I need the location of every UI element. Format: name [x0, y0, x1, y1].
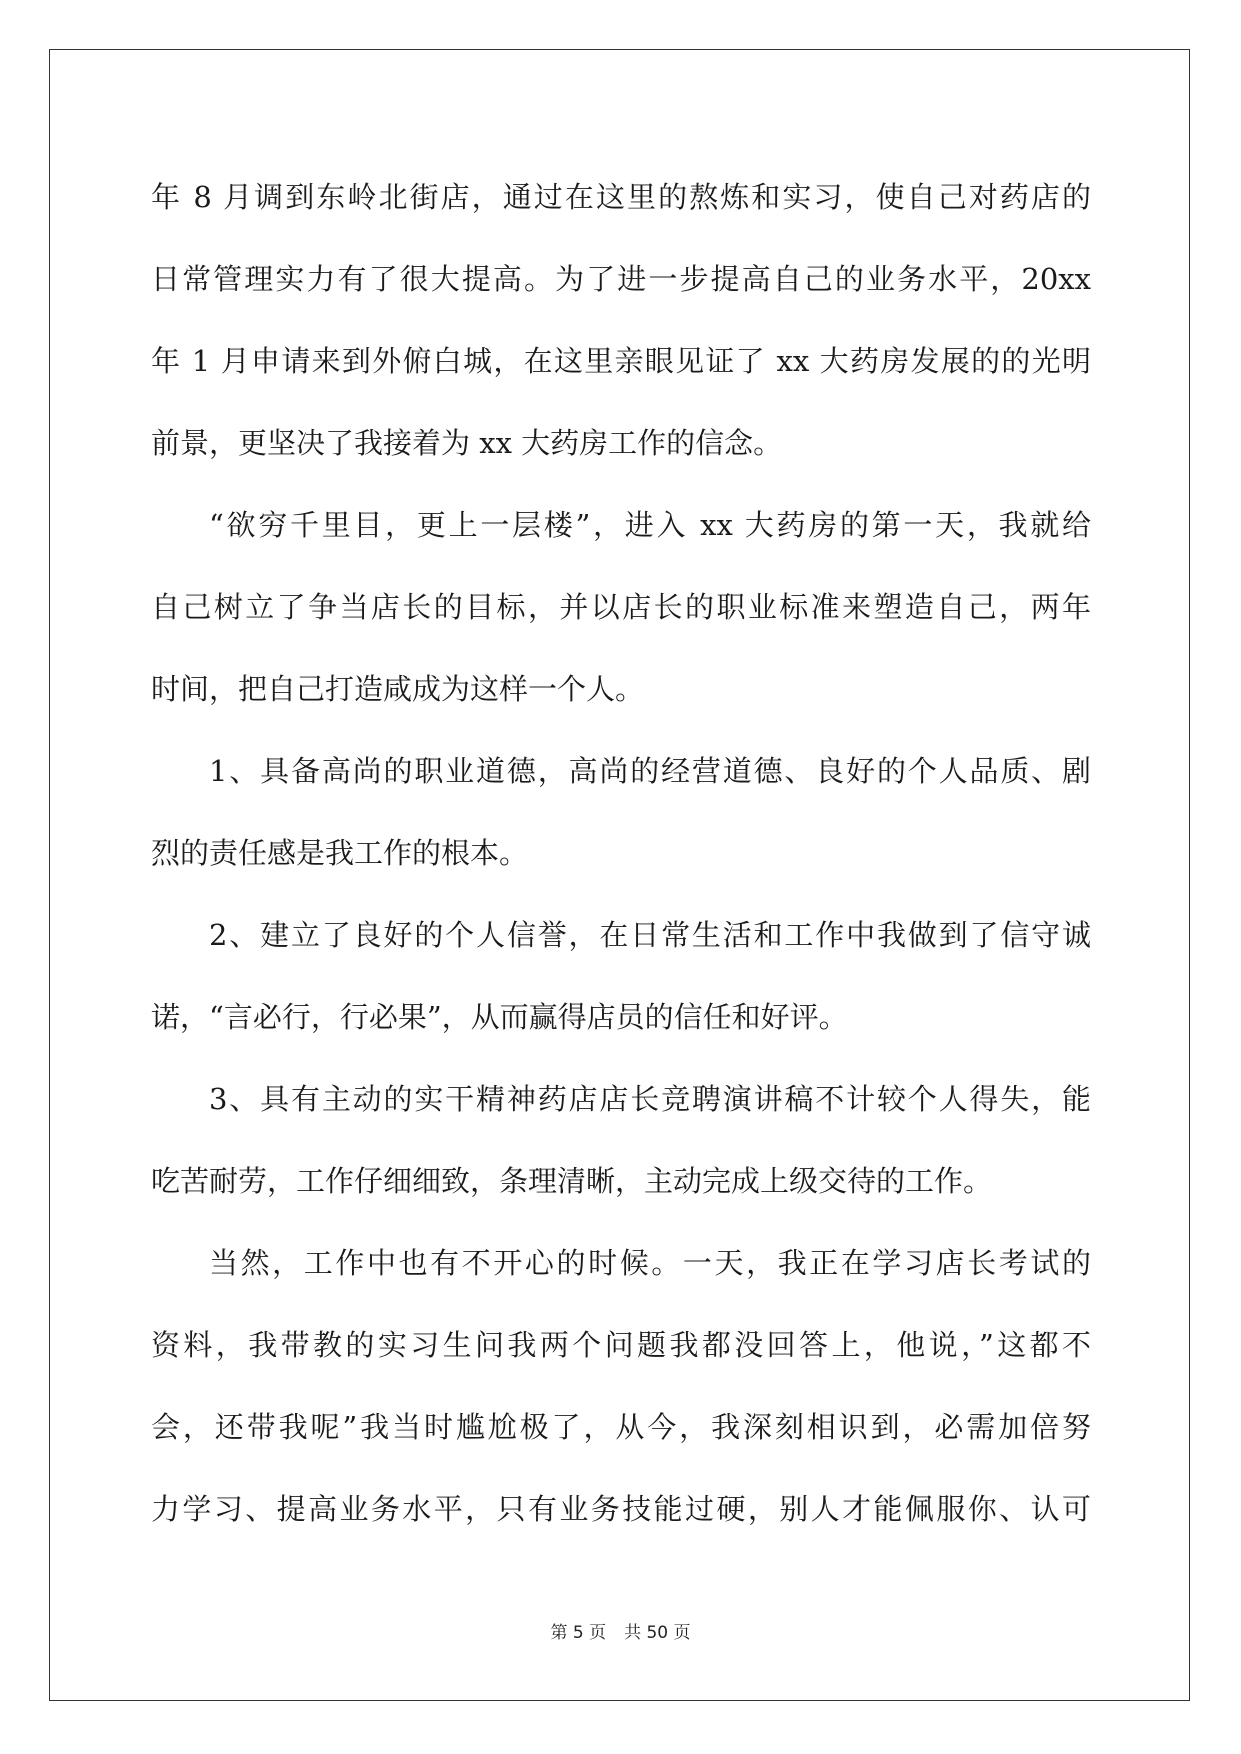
text-line: 资料，我带教的实习生问我两个问题我都没回答上，他说，”这都不 [151, 1328, 1091, 1362]
list-item-1-first-line: 1、具备高尚的职业道德，高尚的经营道德、良好的个人品质、剧 [209, 754, 1091, 788]
paragraph-first-line: “欲穷千里目，更上一层楼”，进入 xx 大药房的第一天，我就给 [209, 508, 1091, 542]
text-line: 日常管理实力有了很大提高。为了进一步提高自己的业务水平，20xx [151, 262, 1091, 296]
text-line: 自己树立了争当店长的目标，并以店长的职业标准来塑造自己，两年 [151, 590, 1091, 624]
page-total: 共 50 页 [624, 1623, 691, 1643]
text-line: 年 8 月调到东岭北街店，通过在这里的熬炼和实习，使自己对药店的 [151, 180, 1091, 214]
paragraph-first-line: 当然，工作中也有不开心的时候。一天，我正在学习店长考试的 [209, 1246, 1091, 1280]
list-item-2-first-line: 2、建立了良好的个人信誉，在日常生活和工作中我做到了信守诚 [209, 918, 1091, 952]
document-body [151, 156, 1091, 1550]
text-line: 年 1 月申请来到外俯白城，在这里亲眼见证了 xx 大药房发展的的光明 [151, 344, 1091, 378]
text-line: 前景，更坚决了我接着为 xx 大药房工作的信念。 [151, 426, 783, 460]
list-item-3-first-line: 3、具有主动的实干精神药店店长竞聘演讲稿不计较个人得失，能 [209, 1082, 1091, 1116]
text-line: 力学习、提高业务水平，只有业务技能过硬，别人才能佩服你、认可 [151, 1492, 1091, 1526]
text-line: 烈的责任感是我工作的根本。 [151, 836, 529, 870]
text-line: 时间，把自己打造咸成为这样一个人。 [151, 672, 645, 706]
page-number: 第 5 页 [550, 1623, 607, 1643]
text-line: 诺，“言必行，行必果”，从而赢得店员的信任和好评。 [151, 1000, 848, 1034]
text-line: 吃苦耐劳，工作仔细细致，条理清晰，主动完成上级交待的工作。 [151, 1164, 993, 1198]
text-line: 会，还带我呢”我当时尴尬极了，从今，我深刻相识到，必需加倍努 [151, 1410, 1091, 1444]
page-footer [0, 1618, 1241, 1643]
